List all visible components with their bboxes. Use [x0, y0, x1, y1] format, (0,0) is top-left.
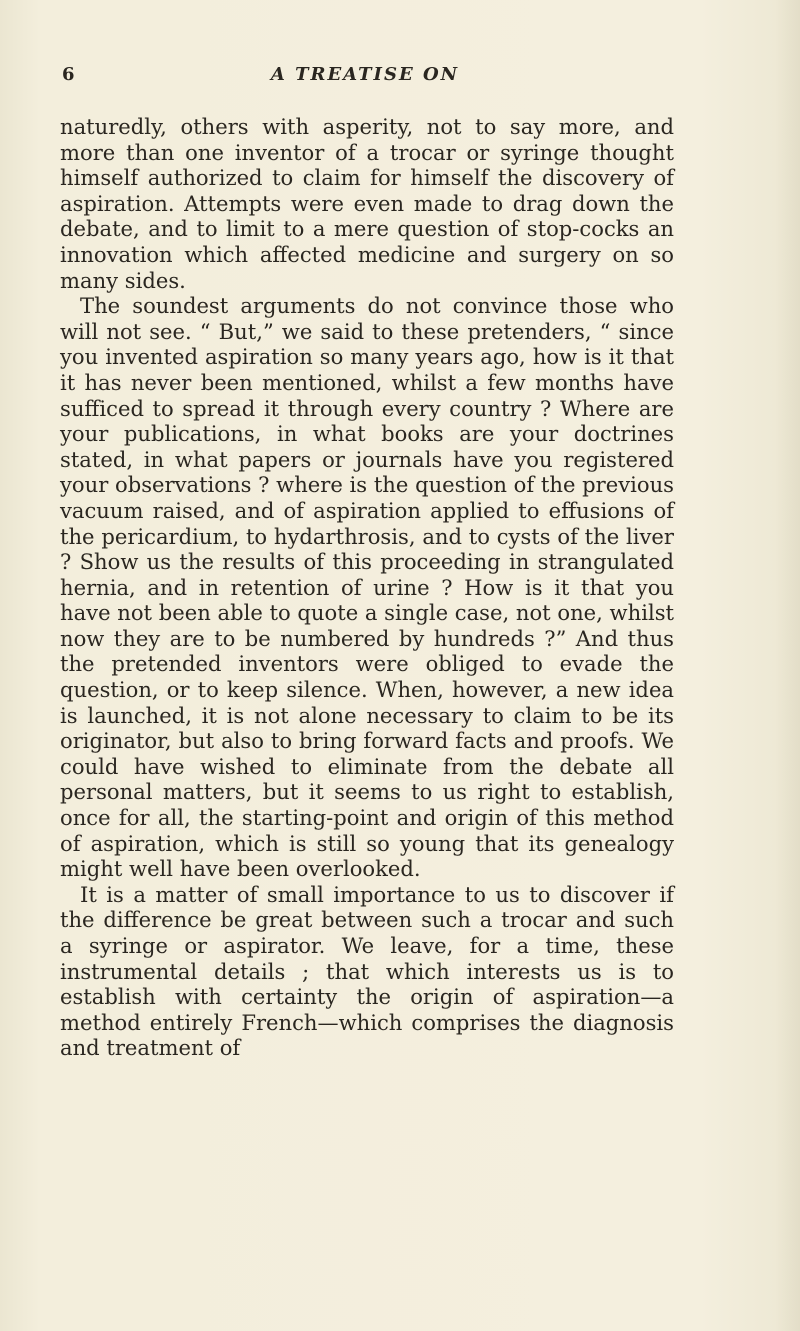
- paragraph-1: naturedly, others with asperity, not to say more, and more than one inventor of a trocar or syringe thought himself authorized to claim for himself the discovery of aspiration. Attempts were even made to drag down the debate, and to limit to a mere question of stop-cocks an innovation which affected medicine and surgery on so many sides.: [60, 114, 674, 293]
- page-number: 6: [62, 64, 76, 85]
- body-text: [60, 114, 674, 1061]
- paragraph-3: It is a matter of small importance to us to discover if the difference be great between such a trocar and such a syringe or aspirator. We leave, for a time, these instrumental details ; that which interests us is to establish with certainty the origin of aspiration—a method entirely French—which comprises the diagnosis and treatment of: [60, 881, 674, 1061]
- paragraph-2: The soundest arguments do not convince those who will not see. “ But,” we said to these pretenders, “ since you invented aspiration so many years ago, how is it that it has never been mentioned, whilst a few months have sufficed to spread it through every country ? Where are your publications, in what books are your doctrines stated, in what papers or journals have you registered your observations ? where is the question of the previous vacuum raised, and of aspiration applied to effusions of the pericardium, to hydarthrosis, and to cysts of the liver ? Show us the results of this proceeding in strangulated hernia, and in retention of urine ? How is it that you have not been able to quote a single case, not one, whilst now they are to be numbered by hundreds ?” And thus the pretended inventors were obliged to evade the question, or to keep silence. When, however, a new idea is launched, it is not alone necessary to claim to be its originator, but also to bring forward facts and proofs. We could have wished to eliminate from the debate all personal matters, but it seems to us right to establish, once for all, the starting-point and origin of this method of aspiration, which is still so young that its genealogy might well have been overlooked.: [60, 293, 674, 882]
- page-edge-shadow: [775, 0, 800, 1331]
- running-title: A TREATISE ON: [270, 64, 460, 85]
- running-head: [50, 64, 680, 90]
